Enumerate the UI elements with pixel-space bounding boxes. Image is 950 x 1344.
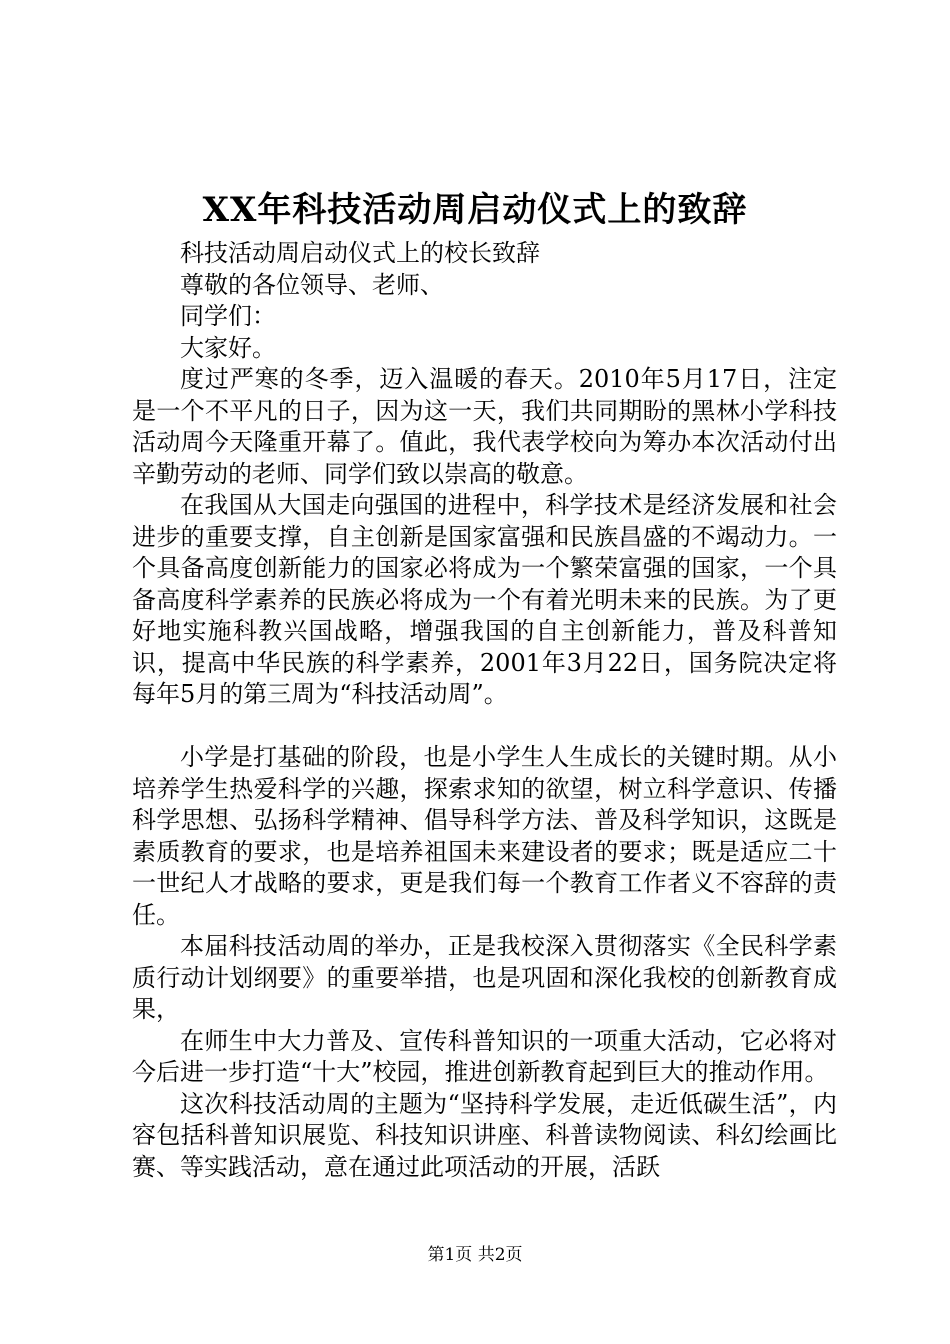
body-paragraph: 本届科技活动周的举办，正是我校深入贯彻落实《全民科学素质行动计划纲要》的重要举措，也是巩固和深化我校的创新教育成果， (132, 932, 837, 1023)
document-body (132, 238, 837, 1183)
salutation-line: 同学们： (180, 302, 276, 330)
document-title: XX年科技活动周启动仪式上的致辞 (202, 190, 748, 230)
body-paragraph: 在师生中大力普及、宣传科普知识的一项重大活动，它必将对今后进一步打造“十大”校园，推进创新教育起到巨大的推动作用。 (132, 1026, 837, 1086)
body-paragraph: 度过严寒的冬季，迈入温暖的春天。2010年5月17日，注定是一个不平凡的日子，因为这一天，我们共同期盼的黑林小学科技活动周今天隆重开幕了。值此，我代表学校向为筹办本次活动付出辛勤劳动的老师、同学们致以崇高的敬意。 (132, 365, 837, 488)
body-paragraph: 在我国从大国走向强国的进程中，科学技术是经济发展和社会进步的重要支撑，自主创新是国家富强和民族昌盛的不竭动力。一个具备高度创新能力的国家必将成为一个繁荣富强的国家，一个具备高度科学素养的民族必将成为一个有着光明未来的民族。为了更好地实施科教兴国战略，增强我国的自主创新能力，普及科普知识，提高中华民族的科学素养，2001年3月22日，国务院决定将每年5月的第三周为“科技活动周”。 (132, 491, 837, 708)
greeting-line: 大家好。 (180, 333, 276, 362)
subtitle-line: 科技活动周启动仪式上的校长致辞 (180, 239, 540, 267)
page-number-footer: 第1页 共2页 (427, 1245, 523, 1265)
salutation-line: 尊敬的各位领导、老师、 (180, 270, 444, 299)
body-paragraph: 这次科技活动周的主题为“坚持科学发展，走近低碳生活”，内容包括科普知识展览、科技知识讲座、科普读物阅读、科幻绘画比赛、等实践活动，意在通过此项活动的开展，活跃 (132, 1089, 837, 1181)
body-paragraph: 小学是打基础的阶段，也是小学生人生成长的关键时期。从小培养学生热爱科学的兴趣，探索求知的欲望，树立科学意识、传播科学思想、弘扬科学精神、倡导科学方法、普及科学知识，这既是素质教育的要求，也是培养祖国未来建设者的要求；既是适应二十一世纪人才战略的要求，更是我们每一个教育工作者义不容辞的责任。 (132, 743, 837, 929)
